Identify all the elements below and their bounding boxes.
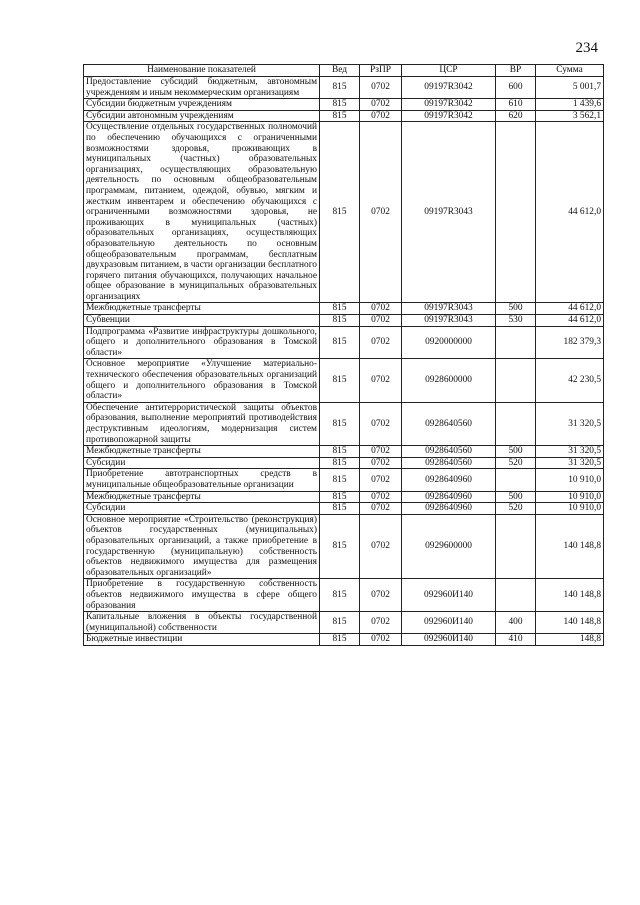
cell-name: Межбюджетные трансферты	[84, 491, 320, 503]
cell-sum: 5 001,7	[536, 77, 604, 99]
table-row	[84, 77, 604, 99]
cell-csr: 0928640960	[402, 503, 496, 515]
cell-ved: 815	[320, 457, 360, 469]
cell-sum: 140 148,8	[536, 514, 604, 579]
cell-rzpr: 0702	[360, 315, 402, 327]
cell-csr: 09197R3042	[402, 99, 496, 111]
cell-sum: 44 612,0	[536, 315, 604, 327]
cell-name: Осуществление отдельных государственных полномочий по обеспечению обучающихся с ограниченными возможностями здоровья, проживающих в муниципальных (частных) образовательных организациях, осуществляющих образовательную деятельность по основным общеобразовательным программам, питанием, одеждой, обувью, мягким и жестким инвентарем и обеспечению обучающихся с ограниченными возможностями здоровья, не проживающих в муниципальных (частных) образовательных организациях, осуществляющих образовательную деятельность по основным общеобразовательным программам, бесплатным двухразовым питанием, в части организации бесплатного горячего питания обучающихся, получающих начальное общее образование в муниципальных образовательных организациях	[84, 122, 320, 303]
cell-csr: 0928640560	[402, 446, 496, 458]
cell-sum: 10 910,0	[536, 491, 604, 503]
cell-vr: 500	[496, 446, 536, 458]
cell-vr: 500	[496, 491, 536, 503]
cell-rzpr: 0702	[360, 634, 402, 646]
cell-vr	[496, 359, 536, 402]
cell-rzpr: 0702	[360, 122, 402, 303]
cell-name: Предоставление субсидий бюджетным, автономным учреждениям и иным некоммерческим организациям	[84, 77, 320, 99]
cell-vr: 520	[496, 457, 536, 469]
cell-rzpr: 0702	[360, 503, 402, 515]
table-row	[84, 579, 604, 612]
table-row	[84, 446, 604, 458]
table-row	[84, 634, 604, 646]
cell-sum: 44 612,0	[536, 122, 604, 303]
cell-vr: 410	[496, 634, 536, 646]
cell-vr	[496, 122, 536, 303]
cell-rzpr: 0702	[360, 402, 402, 445]
cell-vr	[496, 579, 536, 612]
cell-sum: 182 379,3	[536, 326, 604, 359]
column-header-name: Наименование показателей	[84, 65, 320, 77]
cell-vr: 400	[496, 612, 536, 634]
cell-csr: 0928640560	[402, 402, 496, 445]
cell-vr: 620	[496, 110, 536, 122]
cell-rzpr: 0702	[360, 491, 402, 503]
cell-sum: 31 320,5	[536, 457, 604, 469]
cell-rzpr: 0702	[360, 326, 402, 359]
cell-name: Капитальные вложения в объекты государственной (муниципальной) собственности	[84, 612, 320, 634]
cell-rzpr: 0702	[360, 579, 402, 612]
cell-ved: 815	[320, 359, 360, 402]
cell-sum: 3 562,1	[536, 110, 604, 122]
cell-vr	[496, 514, 536, 579]
cell-sum: 31 320,5	[536, 402, 604, 445]
cell-csr: 092960И140	[402, 612, 496, 634]
column-header-vr: ВР	[496, 65, 536, 77]
cell-csr: 092960И140	[402, 634, 496, 646]
table-row	[84, 315, 604, 327]
cell-rzpr: 0702	[360, 514, 402, 579]
cell-rzpr: 0702	[360, 77, 402, 99]
table-row	[84, 503, 604, 515]
cell-vr: 530	[496, 315, 536, 327]
cell-name: Субсидии бюджетным учреждениям	[84, 99, 320, 111]
cell-name: Приобретение автотранспортных средств в муниципальные общеобразовательные организации	[84, 469, 320, 491]
cell-ved: 815	[320, 110, 360, 122]
cell-ved: 815	[320, 99, 360, 111]
column-header-rzpr: РзПР	[360, 65, 402, 77]
cell-name: Межбюджетные трансферты	[84, 303, 320, 315]
table-row	[84, 469, 604, 491]
column-header-ved: Вед	[320, 65, 360, 77]
cell-rzpr: 0702	[360, 457, 402, 469]
cell-ved: 815	[320, 634, 360, 646]
cell-csr: 0928600000	[402, 359, 496, 402]
cell-ved: 815	[320, 402, 360, 445]
cell-sum: 148,8	[536, 634, 604, 646]
cell-name: Бюджетные инвестиции	[84, 634, 320, 646]
cell-name: Основное мероприятие «Улучшение материально-технического обеспечения образовательных организаций общего и дополнительного образования в Томской области»	[84, 359, 320, 402]
page-number: 234	[575, 40, 598, 56]
table-row	[84, 326, 604, 359]
cell-csr: 0928640960	[402, 491, 496, 503]
column-header-sum: Сумма	[536, 65, 604, 77]
cell-csr: 092960И140	[402, 579, 496, 612]
table-row	[84, 402, 604, 445]
cell-name: Субсидии автономным учреждениям	[84, 110, 320, 122]
cell-csr: 0920000000	[402, 326, 496, 359]
cell-csr: 0928640560	[402, 457, 496, 469]
cell-ved: 815	[320, 491, 360, 503]
table-row	[84, 359, 604, 402]
cell-ved: 815	[320, 446, 360, 458]
cell-rzpr: 0702	[360, 469, 402, 491]
cell-name: Обеспечение антитеррористической защиты объектов образования, выполнение мероприятий противодействия деструктивным идеологиям, модернизация систем противопожарной защиты	[84, 402, 320, 445]
cell-name: Подпрограмма «Развитие инфраструктуры дошкольного, общего и дополнительного образования в Томской области»	[84, 326, 320, 359]
cell-vr	[496, 326, 536, 359]
cell-csr: 09197R3043	[402, 303, 496, 315]
cell-ved: 815	[320, 315, 360, 327]
cell-ved: 815	[320, 77, 360, 99]
cell-sum: 44 612,0	[536, 303, 604, 315]
cell-csr: 09197R3042	[402, 77, 496, 99]
cell-csr: 0928640960	[402, 469, 496, 491]
table-row	[84, 491, 604, 503]
table-row	[84, 457, 604, 469]
cell-ved: 815	[320, 326, 360, 359]
cell-name: Межбюджетные трансферты	[84, 446, 320, 458]
cell-ved: 815	[320, 612, 360, 634]
cell-name: Приобретение в государственную собственность объектов недвижимого имущества в сфере общего образования	[84, 579, 320, 612]
table-row	[84, 612, 604, 634]
cell-csr: 0929600000	[402, 514, 496, 579]
cell-ved: 815	[320, 579, 360, 612]
cell-sum: 140 148,8	[536, 612, 604, 634]
cell-csr: 09197R3043	[402, 122, 496, 303]
cell-ved: 815	[320, 503, 360, 515]
cell-vr: 610	[496, 99, 536, 111]
cell-vr: 520	[496, 503, 536, 515]
cell-csr: 09197R3042	[402, 110, 496, 122]
table-row	[84, 99, 604, 111]
cell-csr: 09197R3043	[402, 315, 496, 327]
table-row	[84, 303, 604, 315]
cell-vr	[496, 402, 536, 445]
column-header-csr: ЦСР	[402, 65, 496, 77]
cell-vr: 500	[496, 303, 536, 315]
cell-sum: 42 230,5	[536, 359, 604, 402]
cell-sum: 140 148,8	[536, 579, 604, 612]
cell-vr: 600	[496, 77, 536, 99]
cell-name: Субсидии	[84, 503, 320, 515]
table-header-row	[84, 65, 604, 77]
table-row	[84, 514, 604, 579]
cell-rzpr: 0702	[360, 110, 402, 122]
cell-sum: 1 439,6	[536, 99, 604, 111]
cell-name: Субвенции	[84, 315, 320, 327]
table-row	[84, 110, 604, 122]
cell-sum: 31 320,5	[536, 446, 604, 458]
cell-ved: 815	[320, 303, 360, 315]
cell-rzpr: 0702	[360, 446, 402, 458]
cell-rzpr: 0702	[360, 303, 402, 315]
cell-rzpr: 0702	[360, 99, 402, 111]
cell-sum: 10 910,0	[536, 503, 604, 515]
cell-ved: 815	[320, 469, 360, 491]
budget-table	[83, 64, 604, 646]
cell-rzpr: 0702	[360, 359, 402, 402]
cell-ved: 815	[320, 514, 360, 579]
cell-ved: 815	[320, 122, 360, 303]
cell-vr	[496, 469, 536, 491]
cell-sum: 10 910,0	[536, 469, 604, 491]
cell-name: Субсидии	[84, 457, 320, 469]
cell-rzpr: 0702	[360, 612, 402, 634]
cell-name: Основное мероприятие «Строительство (реконструкция) объектов государственных (муниципальных) образовательных организаций, а также приобретение в государственную (муниципальную) собственность объектов недвижимого имущества для размещения образовательных организаций»	[84, 514, 320, 579]
table-row	[84, 122, 604, 303]
